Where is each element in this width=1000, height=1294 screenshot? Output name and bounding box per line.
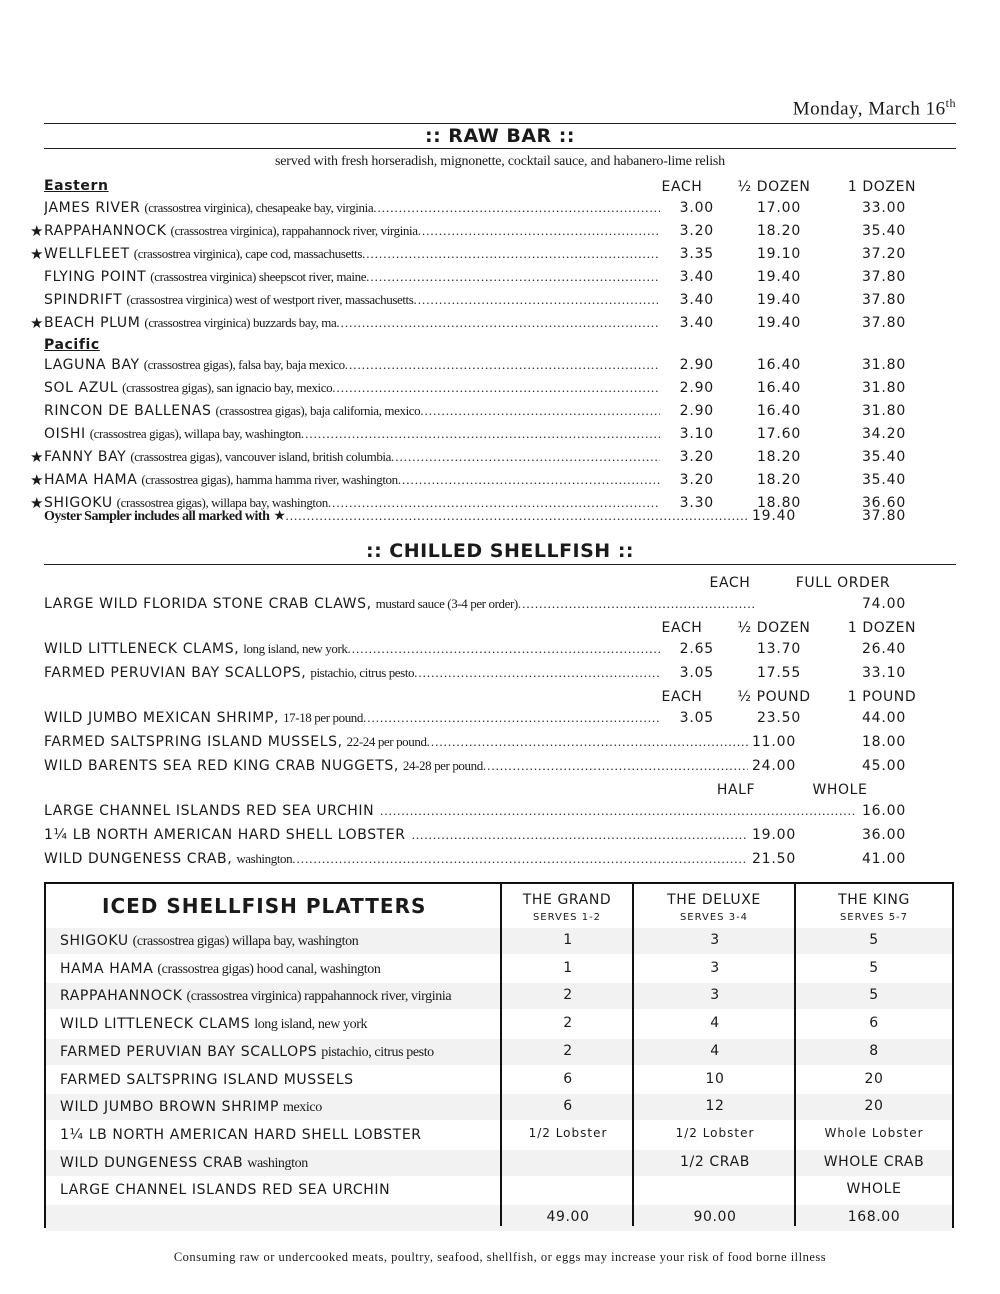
platters-title: ICED SHELLFISH PLATTERS [102, 894, 427, 918]
platter-qty: 5 [869, 987, 879, 1004]
platter-name: THE DELUXE [667, 892, 761, 908]
platter-row [46, 1177, 952, 1203]
each-price: 3.20 [679, 472, 714, 488]
item-desc: 17-18 per pound [283, 710, 363, 725]
each-price: 3.40 [679, 315, 714, 331]
oyster-label [44, 380, 660, 402]
platter-qty: 90.00 [693, 1209, 737, 1225]
platter-row [46, 1122, 952, 1148]
platter-qty: 20 [864, 1070, 884, 1087]
oyster-desc: (crassostrea gigas), vancouver island, british columbia [130, 449, 392, 464]
iced-shellfish-platters-table [44, 882, 954, 1228]
half-price: 11.00 [751, 734, 797, 750]
oyster-name: RINCON DE BALLENAS [44, 403, 212, 419]
item-name: WILD JUMBO MEXICAN SHRIMP, [44, 710, 280, 726]
platter-qty: 1 [563, 959, 573, 976]
dozen-price: 33.10 [861, 665, 907, 681]
platter-row [46, 1150, 952, 1176]
oyster-desc: (crassostrea virginica), chesapeake bay, virginia [144, 200, 374, 215]
each-price: 3.30 [679, 495, 714, 511]
platter-serves: SERVES 1-2 [532, 912, 602, 923]
item-desc: mustard sauce (3-4 per order) [375, 596, 518, 611]
oyster-name: FLYING POINT [44, 269, 147, 285]
half-dozen-price: 18.20 [756, 223, 802, 239]
each-price: 3.05 [679, 665, 714, 681]
platter-item-desc: (crassostrea gigas) willapa bay, washington [132, 934, 359, 949]
half-dozen-price: 17.00 [756, 200, 802, 216]
half-price: 19.00 [751, 827, 797, 843]
col-full-order: FULL ORDER [795, 575, 891, 591]
oyster-row [44, 292, 956, 314]
oyster-name: LAGUNA BAY [44, 357, 140, 373]
platter-item-name: HAMA HAMA [60, 960, 154, 977]
col-each: EACH [661, 620, 703, 636]
platter-item [60, 1071, 354, 1089]
dozen-price: 35.40 [861, 472, 907, 488]
star-icon: ★ [30, 448, 44, 466]
whole-price: 36.00 [861, 827, 907, 843]
platter-qty: WHOLE [846, 1181, 902, 1198]
column-divider [794, 884, 796, 1226]
platter-item-desc: mexico [283, 1100, 322, 1116]
platter-qty: 2 [563, 1015, 573, 1032]
item-desc: pistachio, citrus pesto [310, 665, 415, 680]
dozen-price: 31.80 [861, 357, 907, 373]
oyster-label [44, 200, 660, 222]
platter-row [46, 1011, 952, 1037]
col-dozen: 1 DOZEN [847, 620, 917, 636]
oyster-desc: (crassostrea gigas), willapa bay, washington [89, 426, 301, 441]
star-icon: ★ [30, 314, 44, 332]
oyster-row [44, 403, 956, 425]
oyster-row [44, 269, 956, 291]
platter-row [46, 1094, 952, 1120]
star-icon: ★ [30, 245, 44, 263]
oyster-desc: (crassostrea gigas), willapa bay, washington [116, 495, 328, 510]
sampler-half-price: 19.40 [751, 508, 797, 524]
item-name: FARMED SALTSPRING ISLAND MUSSELS, [44, 734, 343, 750]
platter-item [60, 1043, 434, 1061]
oyster-desc: (crassostrea virginica), rappahannock river, virginia [170, 223, 418, 238]
dozen-price: 31.80 [861, 403, 907, 419]
oyster-name: BEACH PLUM [44, 315, 141, 331]
oyster-name: RAPPAHANNOCK [44, 223, 167, 239]
dungeness-row [44, 851, 956, 873]
platter-qty: 2 [563, 1042, 573, 1059]
platter-item-desc: (crassostrea virginica) rappahannock river, virginia [186, 989, 452, 1005]
star-icon: ★ [30, 494, 44, 512]
each-price: 3.05 [679, 710, 714, 726]
pacific-heading: Pacific [44, 337, 100, 353]
half-dozen-price: 17.60 [756, 426, 802, 442]
platter-qty: 6 [563, 1098, 573, 1115]
dozen-price: 37.20 [861, 246, 907, 262]
platter-item-name: FARMED PERUVIAN BAY SCALLOPS [60, 1043, 318, 1060]
item-name: WILD LITTLENECK CLAMS, [44, 641, 240, 657]
scallops-row [44, 665, 956, 687]
platter-item-name: WILD DUNGENESS CRAB [60, 1154, 244, 1171]
half-dozen-price: 19.40 [756, 292, 802, 308]
each-price: 3.10 [679, 426, 714, 442]
col-each: EACH [709, 575, 751, 591]
platter-qty: 3 [710, 959, 720, 976]
full-order-price: 74.00 [861, 596, 907, 612]
half-dozen-price: 16.40 [756, 357, 802, 373]
oyster-label [44, 315, 660, 337]
menu-date: Monday, March 16th [792, 96, 956, 120]
each-price: 3.40 [679, 269, 714, 285]
pound-price: 18.00 [861, 734, 907, 750]
platter-name: THE KING [838, 892, 910, 908]
platter-item-desc: pistachio, citrus pesto [321, 1044, 434, 1060]
oyster-row [30, 448, 956, 471]
platter-qty: 1/2 Lobster [528, 1125, 608, 1140]
platter-name: THE GRAND [522, 892, 612, 908]
oyster-row [44, 357, 956, 379]
each-price: 2.90 [679, 380, 714, 396]
oyster-label [44, 292, 660, 314]
sampler-dozen-price: 37.80 [861, 508, 907, 524]
platter-serves: SERVES 5-7 [839, 912, 909, 923]
item-desc: washington [236, 851, 293, 866]
platter-item [60, 1098, 322, 1116]
eastern-heading: Eastern [44, 178, 109, 194]
dozen-price: 37.80 [861, 315, 907, 331]
platter-qty: 6 [563, 1070, 573, 1087]
platter-item [60, 1154, 308, 1172]
each-price: 3.20 [679, 449, 714, 465]
half-dozen-price: 18.20 [756, 449, 802, 465]
platter-col-deluxe [634, 892, 794, 926]
oyster-desc: (crassostrea gigas), baja california, mexico [215, 403, 421, 418]
oyster-label [44, 269, 660, 291]
oyster-label [44, 403, 660, 425]
dozen-price: 31.80 [861, 380, 907, 396]
item-desc: 24-28 per pound [402, 758, 483, 773]
shrimp-row [44, 710, 956, 732]
oyster-row [30, 314, 956, 337]
platter-item-name: RAPPAHANNOCK [60, 988, 183, 1005]
item-desc: 22-24 per pound [346, 734, 427, 749]
platter-qty: 2 [563, 987, 573, 1004]
platter-qty: 8 [869, 1042, 879, 1059]
col-dozen: 1 DOZEN [847, 179, 917, 195]
half-dozen-price: 16.40 [756, 403, 802, 419]
oyster-name: JAMES RIVER [44, 200, 141, 216]
whole-price: 16.00 [861, 803, 907, 819]
oyster-desc: (crassostrea gigas), san ignacio bay, mexico [122, 380, 333, 395]
divider [44, 148, 956, 149]
oyster-desc: (crassostrea virginica) buzzards bay, ma [144, 315, 337, 330]
star-icon: ★ [30, 222, 44, 240]
oyster-row [30, 471, 956, 494]
each-price: 3.35 [679, 246, 714, 262]
star-icon: ★ [273, 508, 286, 524]
platter-row [46, 928, 952, 954]
dozen-price: 37.80 [861, 269, 907, 285]
item-name: FARMED PERUVIAN BAY SCALLOPS, [44, 665, 307, 681]
platter-row [46, 956, 952, 982]
col-each: EACH [661, 179, 703, 195]
platter-qty: 49.00 [546, 1209, 590, 1225]
oyster-label [44, 472, 660, 494]
half-dozen-price: 19.40 [756, 269, 802, 285]
oyster-name: FANNY BAY [44, 449, 127, 465]
item-name: WILD DUNGENESS CRAB, [44, 851, 233, 867]
oyster-row [30, 245, 956, 268]
dozen-price: 26.40 [861, 641, 907, 657]
platter-serves: SERVES 3-4 [679, 912, 749, 923]
dozen-price: 36.60 [861, 495, 907, 511]
raw-bar-subtitle: served with fresh horseradish, mignonette, cocktail sauce, and habanero-lime relish [275, 154, 725, 169]
platter-qty: 20 [864, 1098, 884, 1115]
lobster-row [44, 827, 956, 849]
clams-row [44, 641, 956, 663]
platter-qty: 6 [869, 1015, 879, 1032]
half-price: 23.50 [756, 710, 802, 726]
col-half-dozen: ½ DOZEN [737, 620, 811, 636]
each-price: 3.40 [679, 292, 714, 308]
platter-qty: 4 [710, 1042, 720, 1059]
platter-row [46, 983, 952, 1009]
oyster-desc: (crassostrea virginica) sheepscot river, maine [150, 269, 367, 284]
platter-qty: 4 [710, 1015, 720, 1032]
each-price: 2.90 [679, 403, 714, 419]
platter-item-desc: washington [247, 1155, 308, 1171]
column-divider [500, 884, 502, 1226]
platter-qty: 1 [563, 932, 573, 948]
col-each: EACH [661, 689, 703, 705]
platter-item-name: SHIGOKU [60, 933, 129, 949]
half-price: 13.70 [756, 641, 802, 657]
platter-item [60, 1181, 390, 1199]
platter-item-name: LARGE CHANNEL ISLANDS RED SEA URCHIN [60, 1182, 391, 1199]
half-price: 21.50 [751, 851, 797, 867]
oyster-desc: (crassostrea virginica) west of westport river, massachusetts [126, 292, 414, 307]
star-icon: ★ [30, 471, 44, 489]
oyster-row [44, 200, 956, 222]
dozen-price: 33.00 [861, 200, 907, 216]
half-dozen-price: 19.10 [756, 246, 802, 262]
oyster-name: OISHI [44, 426, 86, 442]
platter-qty: 1/2 Lobster [675, 1125, 755, 1140]
col-pound: 1 POUND [847, 689, 917, 705]
sampler-label: Oyster Sampler includes all marked with [44, 509, 270, 524]
platter-qty: 1/2 CRAB [680, 1153, 750, 1170]
raw-bar-title: :: RAW BAR :: [425, 125, 575, 147]
platter-qty: 5 [869, 932, 879, 948]
platter-item-desc: long island, new york [254, 1017, 368, 1033]
health-disclaimer: Consuming raw or undercooked meats, poultry, seafood, shellfish, or eggs may increase your risk of food borne illness [173, 1250, 827, 1264]
platter-qty: WHOLE CRAB [823, 1153, 925, 1170]
platter-qty: 5 [869, 959, 879, 976]
dozen-price: 35.40 [861, 449, 907, 465]
oyster-desc: (crassostrea gigas), hamma hamma river, washington [141, 472, 398, 487]
platter-row [46, 1039, 952, 1065]
col-whole: WHOLE [812, 782, 868, 798]
platter-item [60, 960, 380, 978]
half-price: 17.55 [756, 665, 802, 681]
oyster-name: SHIGOKU [44, 495, 113, 511]
platter-item-name: FARMED SALTSPRING ISLAND MUSSELS [60, 1071, 354, 1088]
item-desc: long island, new york [243, 641, 348, 656]
item-name: LARGE CHANNEL ISLANDS RED SEA URCHIN [44, 803, 375, 819]
col-half-dozen: ½ DOZEN [737, 179, 811, 195]
chilled-shellfish-title: :: CHILLED SHELLFISH :: [365, 540, 635, 562]
platter-qty: Whole Lobster [824, 1125, 924, 1140]
platter-qty: 12 [705, 1098, 725, 1115]
half-dozen-price: 18.20 [756, 472, 802, 488]
oyster-name: SPINDRIFT [44, 292, 123, 308]
dozen-price: 35.40 [861, 223, 907, 239]
oyster-row [44, 380, 956, 402]
item-name: LARGE WILD FLORIDA STONE CRAB CLAWS, [44, 596, 372, 612]
platter-item-desc: (crassostrea gigas) hood canal, washington [157, 961, 381, 977]
platter-col-king [796, 892, 952, 926]
mussels-row [44, 734, 956, 756]
each-price: 3.00 [679, 200, 714, 216]
platter-qty: 10 [705, 1070, 725, 1087]
pound-price: 45.00 [861, 758, 907, 774]
half-dozen-price: 16.40 [756, 380, 802, 396]
oyster-desc: (crassostrea gigas), falsa bay, baja mexico [143, 357, 345, 372]
item-name: 1¼ LB NORTH AMERICAN HARD SHELL LOBSTER [44, 827, 406, 843]
oyster-label [44, 357, 660, 379]
oyster-row [44, 426, 956, 448]
oyster-name: HAMA HAMA [44, 472, 138, 488]
half-dozen-price: 19.40 [756, 315, 802, 331]
urchin-row [44, 803, 956, 825]
oyster-label [44, 449, 660, 471]
dozen-price: 37.80 [861, 292, 907, 308]
dozen-price: 34.20 [861, 426, 907, 442]
platter-item-name: WILD LITTLENECK CLAMS [60, 1016, 251, 1033]
platter-item-name: 1¼ LB NORTH AMERICAN HARD SHELL LOBSTER [60, 1126, 422, 1143]
platter-item [60, 1015, 367, 1033]
oyster-desc: (crassostrea virginica), cape cod, massachusetts [133, 246, 362, 261]
column-divider [632, 884, 634, 1226]
platter-qty: 168.00 [847, 1209, 901, 1225]
platter-price-row [46, 1205, 952, 1231]
whole-price: 41.00 [861, 851, 907, 867]
oyster-name: WELLFLEET [44, 246, 130, 262]
oyster-row [30, 222, 956, 245]
oyster-sampler-row [44, 508, 956, 530]
col-half-pound: ½ POUND [737, 689, 811, 705]
platter-qty: 3 [710, 932, 720, 948]
each-price: 2.90 [679, 357, 714, 373]
oyster-label [44, 223, 660, 245]
platter-row [46, 1067, 952, 1093]
divider [44, 564, 956, 565]
half-price: 24.00 [751, 758, 797, 774]
each-price: 2.65 [679, 641, 714, 657]
stone-crab-row [44, 596, 956, 618]
each-price: 3.20 [679, 223, 714, 239]
oyster-name: SOL AZUL [44, 380, 119, 396]
half-dozen-price: 18.80 [756, 495, 802, 511]
platter-item [60, 987, 451, 1005]
platter-item-name: WILD JUMBO BROWN SHRIMP [60, 1099, 279, 1116]
oyster-label [44, 426, 660, 448]
king-crab-row [44, 758, 956, 780]
platter-item [60, 1126, 422, 1144]
oyster-label [44, 246, 660, 268]
platter-qty: 3 [710, 987, 720, 1004]
item-name: WILD BARENTS SEA RED KING CRAB NUGGETS, [44, 758, 399, 774]
platter-col-grand [502, 892, 632, 926]
pound-price: 44.00 [861, 710, 907, 726]
divider [44, 123, 956, 124]
col-half: HALF [716, 782, 756, 798]
platter-item [60, 932, 358, 950]
